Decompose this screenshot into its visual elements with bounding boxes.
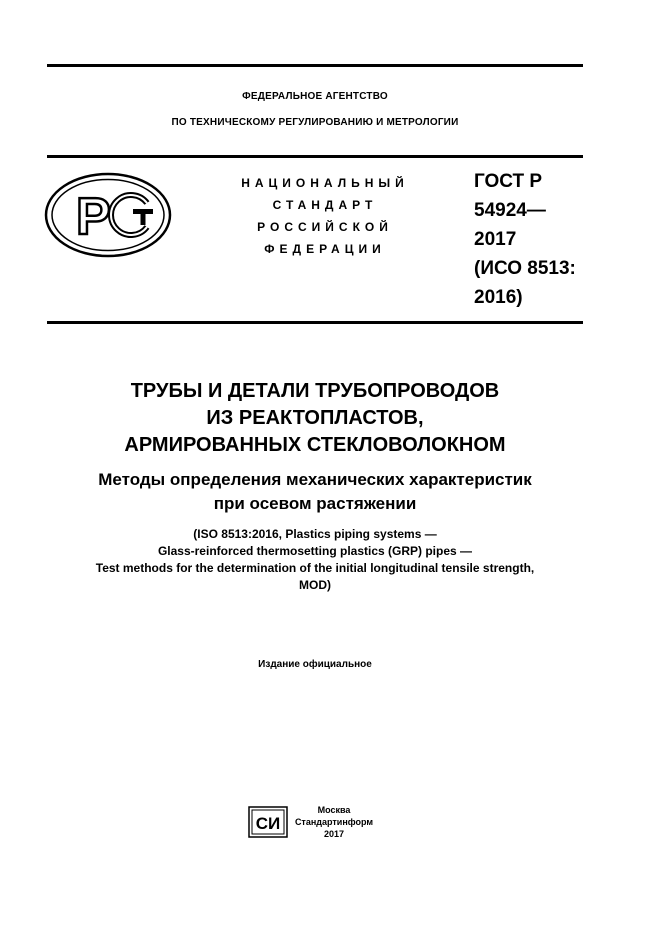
title-line-2: ИЗ РЕАКТОПЛАСТОВ, <box>206 407 424 429</box>
national-line-4: ФЕДЕРАЦИИ <box>264 242 386 256</box>
title-line-3: АРМИРОВАННЫХ СТЕКЛОВОЛОКНОМ <box>124 434 506 456</box>
national-line-3: РОССИЙСКОЙ <box>257 220 393 234</box>
section-rule <box>47 321 583 324</box>
gost-r-logo-icon <box>44 170 174 260</box>
english-line-2: Glass-reinforced thermosetting plastics (GRP) pipes — <box>157 544 473 558</box>
agency-line-2: ПО ТЕХНИЧЕСКОМУ РЕГУЛИРОВАНИЮ И МЕТРОЛОГИИ <box>171 117 459 128</box>
publisher-city: Москва <box>317 805 351 815</box>
document-title <box>47 378 583 459</box>
subtitle-line-2: при осевом растяжении <box>213 494 417 513</box>
top-rule <box>47 64 583 67</box>
header-rule <box>47 155 583 158</box>
publisher-year: 2017 <box>323 829 345 839</box>
publisher-name: Стандартинформ <box>294 817 374 827</box>
gost-line-2: 54924— <box>474 200 546 221</box>
svg-text:СИ: СИ <box>255 814 281 833</box>
gost-line-4: (ИСО 8513: <box>474 258 576 279</box>
english-line-3: Test methods for the determination of the initial longitudinal tensile strength, <box>95 561 535 575</box>
gost-line-3: 2017 <box>474 229 517 250</box>
title-line-1: ТРУБЫ И ДЕТАЛИ ТРУБОПРОВОДОВ <box>130 380 500 402</box>
publisher-block <box>292 804 376 840</box>
national-line-2: СТАНДАРТ <box>272 198 378 212</box>
subtitle-line-1: Методы определения механических характеристик <box>98 470 532 489</box>
gost-line-5: 2016) <box>474 287 523 308</box>
edition-label: Издание официальное <box>258 659 372 670</box>
standartinform-logo-icon <box>248 806 288 838</box>
document-subtitle <box>47 468 583 516</box>
national-standard-block <box>212 172 438 260</box>
national-line-1: НАЦИОНАЛЬНЫЙ <box>241 176 409 190</box>
english-line-1: (ISO 8513:2016, Plastics piping systems — <box>193 527 437 541</box>
agency-line-1: ФЕДЕРАЛЬНОЕ АГЕНТСТВО <box>242 91 388 102</box>
gost-line-1: ГОСТ Р <box>474 171 543 192</box>
english-line-4: MOD) <box>299 578 331 592</box>
gost-designation <box>474 167 584 312</box>
english-title <box>30 526 600 594</box>
svg-text:Р: Р <box>76 188 111 246</box>
